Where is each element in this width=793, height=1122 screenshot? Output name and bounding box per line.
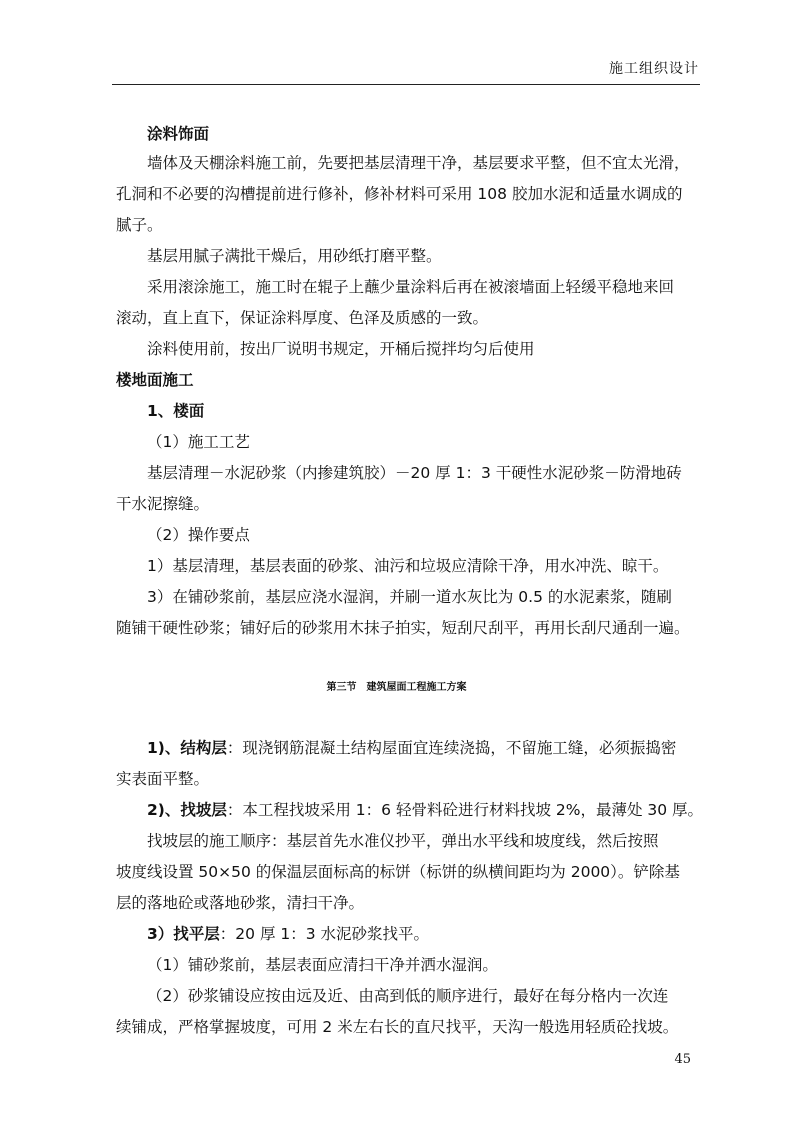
header-title: 施工组织设计 — [609, 61, 699, 77]
section-title: 第三节 建筑屋面工程施工方案 — [326, 682, 467, 693]
paragraph-line: 干水泥擦缝。 — [116, 495, 210, 513]
paragraph-line — [147, 924, 429, 944]
paragraph-line: （2）砂浆铺设应按由远及近、由高到低的顺序进行，最好在每分格内一次连 — [147, 987, 669, 1005]
paragraph-line: 1）基层清理，基层表面的砂浆、油污和垃圾应清除干净，用水冲洗、晾干。 — [147, 557, 669, 575]
paragraph-line: 涂料使用前，按出厂说明书规定，开桶后搅拌均匀后使用 — [147, 340, 535, 358]
item-label: 3）找平层 — [147, 925, 220, 943]
paragraph-line: 墙体及天棚涂料施工前，先要把基层清理干净，基层要求平整，但不宜太光滑， — [147, 154, 690, 172]
item-label: 1)、结构层 — [147, 739, 227, 757]
list-item: （2）操作要点 — [147, 526, 250, 544]
paragraph-line: 孔洞和不必要的沟槽提前进行修补，修补材料可采用 108 胶加水泥和适量水调成的 — [116, 185, 683, 203]
paragraph-line — [147, 738, 676, 758]
item-text: ：现浇钢筋混凝土结构屋面宜连续浇捣，不留施工缝，必须振捣密 — [226, 739, 677, 757]
item-label: 2)、找坡层 — [147, 801, 227, 819]
paragraph-line: 采用滚涂施工，施工时在辊子上蘸少量涂料后再在被滚墙面上轻缓平稳地来回 — [147, 278, 675, 296]
header-divider — [112, 84, 700, 85]
paragraph-line: 3）在铺砂浆前，基层应浇水湿润，并刷一道水灰比为 0.5 的水泥素浆，随刷 — [147, 588, 672, 606]
list-item: （1）施工工艺 — [147, 433, 250, 451]
paragraph-line: 基层用腻子满批干燥后，用砂纸打磨平整。 — [147, 247, 442, 265]
paragraph-line: 找坡层的施工顺序：基层首先水准仪抄平，弹出水平线和坡度线，然后按照 — [147, 832, 659, 850]
paragraph-line: 随铺干硬性砂浆；铺好后的砂浆用木抹子拍实，短刮尺刮平，再用长刮尺通刮一遍。 — [116, 619, 690, 637]
paragraph-line: 滚动，直上直下，保证涂料厚度、色泽及质感的一致。 — [116, 309, 489, 327]
coating-heading: 涂料饰面 — [147, 125, 210, 143]
floor-subheading: 1、楼面 — [147, 402, 205, 420]
paragraph-line: 坡度线设置 50×50 的保温层面标高的标饼（标饼的纵横间距均为 2000）。铲除基 — [116, 863, 680, 881]
floor-heading: 楼地面施工 — [116, 371, 194, 389]
paragraph-line: 实表面平整。 — [116, 770, 210, 788]
item-text: ：本工程找坡采用 1：6 轻骨料砼进行材料找坡 2%，最薄处 30 厚。 — [226, 801, 704, 819]
paragraph-line: 腻子。 — [116, 216, 163, 234]
page-number: 45 — [674, 1052, 691, 1067]
paragraph-line — [147, 800, 703, 820]
item-text: ：20 厚 1：3 水泥砂浆找平。 — [219, 925, 430, 943]
paragraph-line: 层的落地砼或落地砂浆，清扫干净。 — [116, 894, 365, 912]
paragraph-line: 续铺成，严格掌握坡度，可用 2 米左右长的直尺找平，天沟一般选用轻质砼找坡。 — [116, 1018, 679, 1036]
paragraph-line: 基层清理－水泥砂浆（内掺建筑胶）－20 厚 1：3 干硬性水泥砂浆－防滑地砖 — [147, 464, 682, 482]
list-item: （1）铺砂浆前，基层表面应清扫干净并洒水湿润。 — [147, 956, 498, 974]
